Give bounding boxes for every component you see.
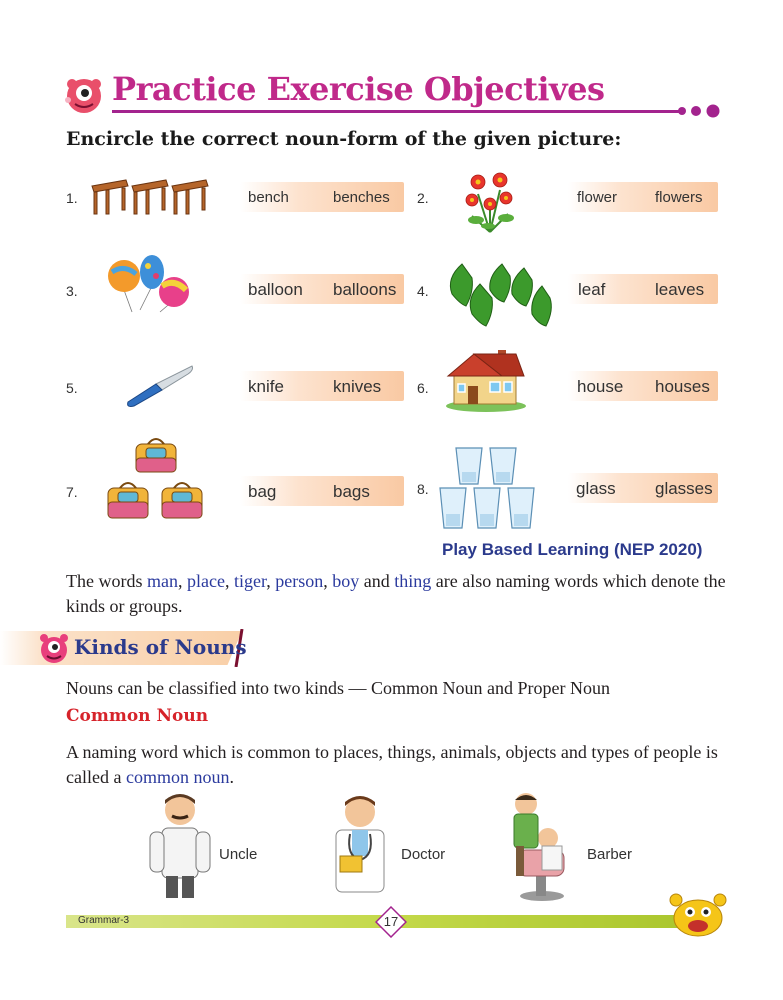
option-plural[interactable]: knives	[333, 377, 382, 396]
exercise-instruction: Encircle the correct noun-form of the given picture:	[66, 128, 622, 150]
question-number: 5.	[66, 380, 78, 396]
highlight-word: place	[186, 571, 225, 591]
glasses-picture	[438, 446, 542, 532]
play-based-note: Play Based Learning (NEP 2020)	[442, 540, 703, 559]
book-name: Grammar-3	[78, 915, 130, 926]
person-label: Barber	[587, 846, 633, 863]
uncle-picture	[146, 788, 214, 900]
flowers-picture	[460, 168, 520, 234]
highlight-word: man	[146, 571, 178, 591]
highlight-word: tiger	[233, 571, 267, 591]
option-plural[interactable]: benches	[333, 189, 390, 206]
option-singular[interactable]: knife	[248, 377, 284, 396]
person-label: Doctor	[401, 846, 446, 863]
section-title: Kinds of Nouns	[74, 635, 247, 659]
leaves-picture	[444, 258, 556, 334]
option-plural[interactable]: leaves	[655, 280, 705, 299]
yellow-monster-mascot-icon	[668, 890, 728, 938]
question-number: 2.	[417, 190, 429, 206]
question-number: 6.	[417, 380, 429, 396]
person-label: Uncle	[219, 846, 258, 863]
option-singular[interactable]: bench	[248, 189, 289, 206]
question-number: 4.	[417, 283, 429, 299]
highlight-word: boy	[332, 571, 360, 591]
highlight-word: thing	[394, 571, 432, 591]
question-number: 8.	[417, 481, 429, 497]
highlight-term: common noun	[125, 767, 230, 787]
monster-mascot-icon	[36, 630, 72, 666]
common-noun-heading: Common Noun	[66, 706, 209, 726]
option-plural[interactable]: balloons	[333, 280, 397, 299]
page-number: 17	[383, 914, 399, 929]
doctor-picture	[324, 790, 396, 900]
option-plural[interactable]: glasses	[655, 479, 713, 498]
naming-words-paragraph: The words man, place, tiger, person, boy and thing are also naming words which denote the kinds or groups.	[66, 571, 726, 616]
kinds-intro: Nouns can be classified into two kinds — Common Noun and Proper Noun	[66, 678, 610, 698]
question-number: 7.	[66, 484, 78, 500]
option-singular[interactable]: bag	[248, 482, 277, 501]
page-title: Practice Exercise Objectives	[112, 70, 605, 108]
common-noun-definition: A naming word which is common to places, things, animals, objects and types of people is called a common noun.	[66, 742, 718, 787]
question-number: 3.	[66, 283, 78, 299]
title-underline	[112, 110, 684, 113]
highlight-word: person	[275, 571, 324, 591]
question-number: 1.	[66, 190, 78, 206]
decorative-dots-icon	[676, 104, 722, 118]
option-plural[interactable]: flowers	[655, 189, 703, 206]
option-singular[interactable]: glass	[576, 479, 616, 498]
option-singular[interactable]: leaf	[578, 280, 606, 299]
bags-picture	[104, 434, 210, 524]
barber-picture	[502, 790, 584, 902]
option-plural[interactable]: houses	[655, 377, 710, 396]
knife-picture	[122, 364, 198, 408]
option-singular[interactable]: house	[577, 377, 624, 396]
option-singular[interactable]: balloon	[248, 280, 303, 299]
benches-picture	[88, 176, 212, 218]
option-plural[interactable]: bags	[333, 482, 370, 501]
monster-mascot-icon	[62, 72, 106, 116]
option-singular[interactable]: flower	[577, 189, 618, 206]
balloons-picture	[104, 254, 194, 314]
house-picture	[444, 346, 528, 412]
